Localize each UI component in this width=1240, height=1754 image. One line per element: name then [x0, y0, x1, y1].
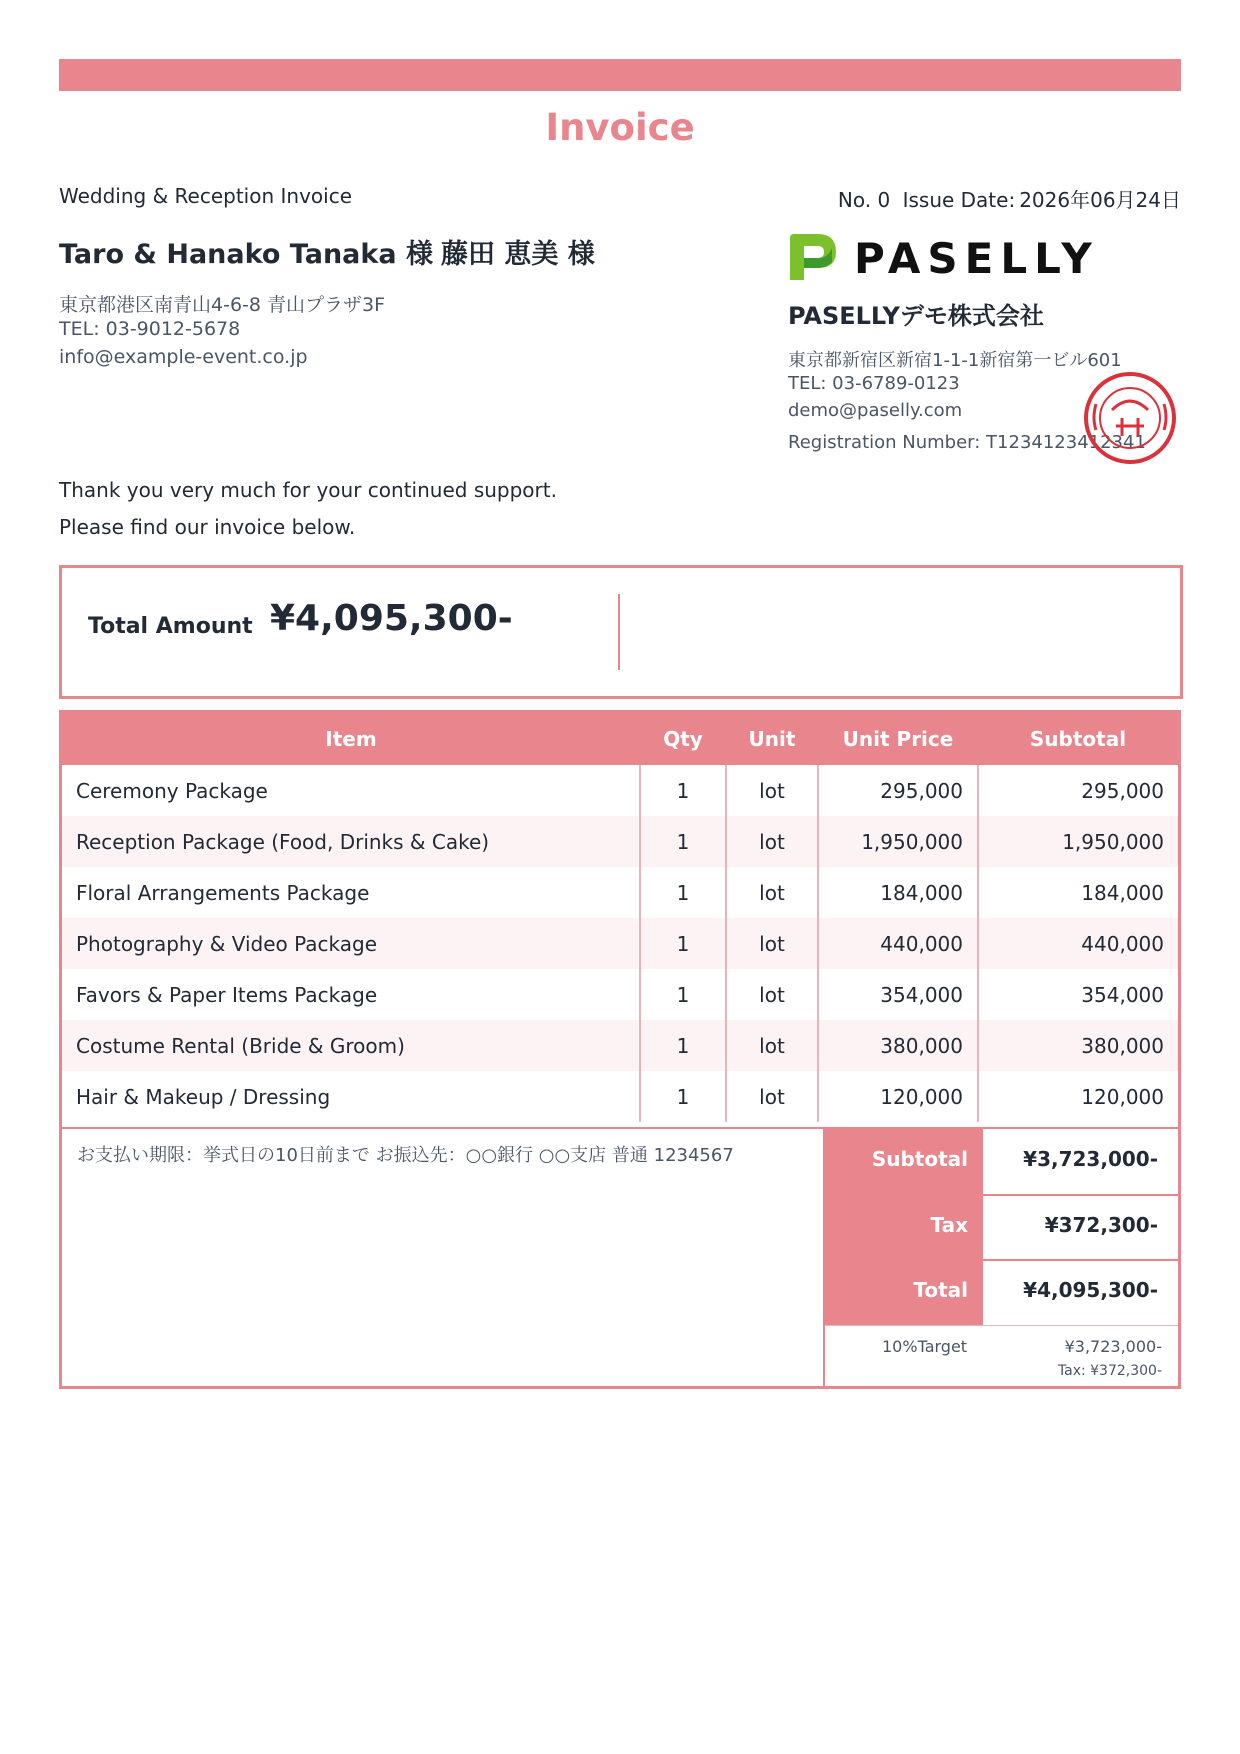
- column-header-item: Item: [62, 713, 640, 765]
- table-row: [62, 1071, 1178, 1122]
- summary-total-row: [825, 1260, 1178, 1325]
- item-unit-price: 440,000: [818, 918, 978, 969]
- issue-date-label: Issue Date:: [902, 188, 1016, 212]
- total-amount-value: ¥4,095,300-: [270, 598, 513, 639]
- item-name: Costume Rental (Bride & Groom): [62, 1020, 640, 1071]
- item-unit: lot: [726, 765, 818, 816]
- table-row: [62, 918, 1178, 969]
- summary-subtotal-row: [825, 1129, 1178, 1194]
- recipient-tel: TEL: 03-9012-5678: [59, 318, 241, 340]
- summary-bottom-line: [825, 1325, 1178, 1326]
- recipient-address: 東京都港区南青山4-6-8 青山プラザ3F: [59, 294, 386, 316]
- company-seal-stamp-icon: [1082, 370, 1178, 466]
- item-subtotal: 1,950,000: [978, 816, 1178, 867]
- summary-tax-label: Tax: [930, 1213, 968, 1237]
- item-name: Floral Arrangements Package: [76, 880, 370, 905]
- item-unit: lot: [726, 918, 818, 969]
- item-name: Ceremony Package: [76, 778, 268, 803]
- summary-tax-value: ¥372,300-: [1044, 1213, 1158, 1237]
- total-amount-label: Total Amount: [88, 614, 253, 639]
- issuer-company-name: PASELLYデモ株式会社: [788, 302, 1044, 330]
- item-qty: 1: [640, 765, 726, 816]
- invoice-number: No. 0: [837, 188, 891, 212]
- header-accent-bar: [59, 59, 1181, 91]
- total-amount-box: [59, 565, 1183, 699]
- table-row: [62, 1020, 1178, 1071]
- paselly-leaf-logo-icon: [788, 232, 838, 282]
- item-subtotal: 354,000: [978, 969, 1178, 1020]
- item-unit-price: 120,000: [818, 1071, 978, 1122]
- item-unit-price: 184,000: [818, 867, 978, 918]
- items-section: [59, 710, 1181, 1389]
- tax-target-value: ¥3,723,000-: [1064, 1337, 1162, 1356]
- item-unit-price: 1,950,000: [818, 816, 978, 867]
- item-subtotal: 380,000: [978, 1020, 1178, 1071]
- item-name: Photography & Video Package: [62, 918, 640, 969]
- column-header-qty: Qty: [640, 713, 726, 765]
- item-qty: 1: [640, 1020, 726, 1071]
- company-logo: [788, 232, 1099, 284]
- summary-total-value: ¥4,095,300-: [1023, 1278, 1158, 1302]
- table-row: [62, 969, 1178, 1020]
- item-qty: 1: [640, 1071, 726, 1122]
- recipient-name: [59, 232, 603, 271]
- summary-tax-row: [825, 1195, 1178, 1260]
- item-unit-price: 380,000: [818, 1020, 978, 1071]
- item-subtotal: 295,000: [978, 765, 1178, 816]
- item-qty: 1: [640, 867, 726, 918]
- item-name: Favors & Paper Items Package: [76, 982, 378, 1007]
- issuer-tel: TEL: 03-6789-0123: [788, 373, 960, 394]
- summary-subtotal-label: Subtotal: [871, 1147, 968, 1171]
- column-header-subtotal: Subtotal: [978, 713, 1178, 765]
- item-unit-price: 295,000: [818, 765, 978, 816]
- issuer-email: demo@paselly.com: [788, 400, 963, 421]
- recipient-name-secondary: 藤田 恵美 様: [440, 239, 595, 270]
- item-qty: 1: [640, 816, 726, 867]
- issuer-registration: Registration Number: T1234123412341: [788, 432, 1146, 453]
- greeting-line-2: Please find our invoice below.: [59, 515, 356, 539]
- item-unit-price: 354,000: [818, 969, 978, 1020]
- item-unit: lot: [726, 1071, 818, 1122]
- items-table: [62, 713, 1178, 1122]
- item-subtotal: 120,000: [978, 1071, 1178, 1122]
- item-unit: lot: [726, 969, 818, 1020]
- table-row: [62, 765, 1178, 816]
- tax-target-tax: Tax: ¥372,300-: [1057, 1363, 1162, 1379]
- greeting-line-1: Thank you very much for your continued support.: [59, 478, 557, 502]
- table-row: [62, 816, 1178, 867]
- column-header-unit: Unit: [726, 713, 818, 765]
- logo-wordmark: PASELLY: [854, 234, 1099, 283]
- item-qty: 1: [640, 969, 726, 1020]
- items-table-header: [62, 713, 1178, 765]
- tax-target-label: 10%Target: [882, 1337, 968, 1356]
- payment-note: お支払い期限：挙式日の10日前まで お振込先：○○銀行 ○○支店 普通 1234567: [77, 1145, 734, 1166]
- item-name: Hair & Makeup / Dressing: [76, 1084, 331, 1109]
- issuer-address: 東京都新宿区新宿1-1-1新宿第一ビル601: [788, 350, 1122, 371]
- item-unit: lot: [726, 867, 818, 918]
- document-subtitle: Wedding & Reception Invoice: [59, 184, 353, 208]
- item-unit: lot: [726, 816, 818, 867]
- item-qty: 1: [640, 918, 726, 969]
- summary-total-label: Total: [913, 1278, 968, 1302]
- column-header-unit-price: Unit Price: [818, 713, 978, 765]
- table-row: [62, 867, 1178, 918]
- item-unit: lot: [726, 1020, 818, 1071]
- item-subtotal: 440,000: [978, 918, 1178, 969]
- page-title: Invoice: [545, 106, 695, 149]
- recipient-name-primary: Taro & Hanako Tanaka 様: [59, 239, 433, 270]
- total-box-divider: [618, 594, 620, 670]
- item-name: Reception Package (Food, Drinks & Cake): [62, 816, 640, 867]
- invoice-meta: [832, 184, 1181, 213]
- recipient-email: info@example-event.co.jp: [59, 346, 308, 368]
- item-subtotal: 184,000: [978, 867, 1178, 918]
- summary-subtotal-value: ¥3,723,000-: [1023, 1147, 1158, 1171]
- issue-date: 2026年06月24日: [1019, 188, 1181, 212]
